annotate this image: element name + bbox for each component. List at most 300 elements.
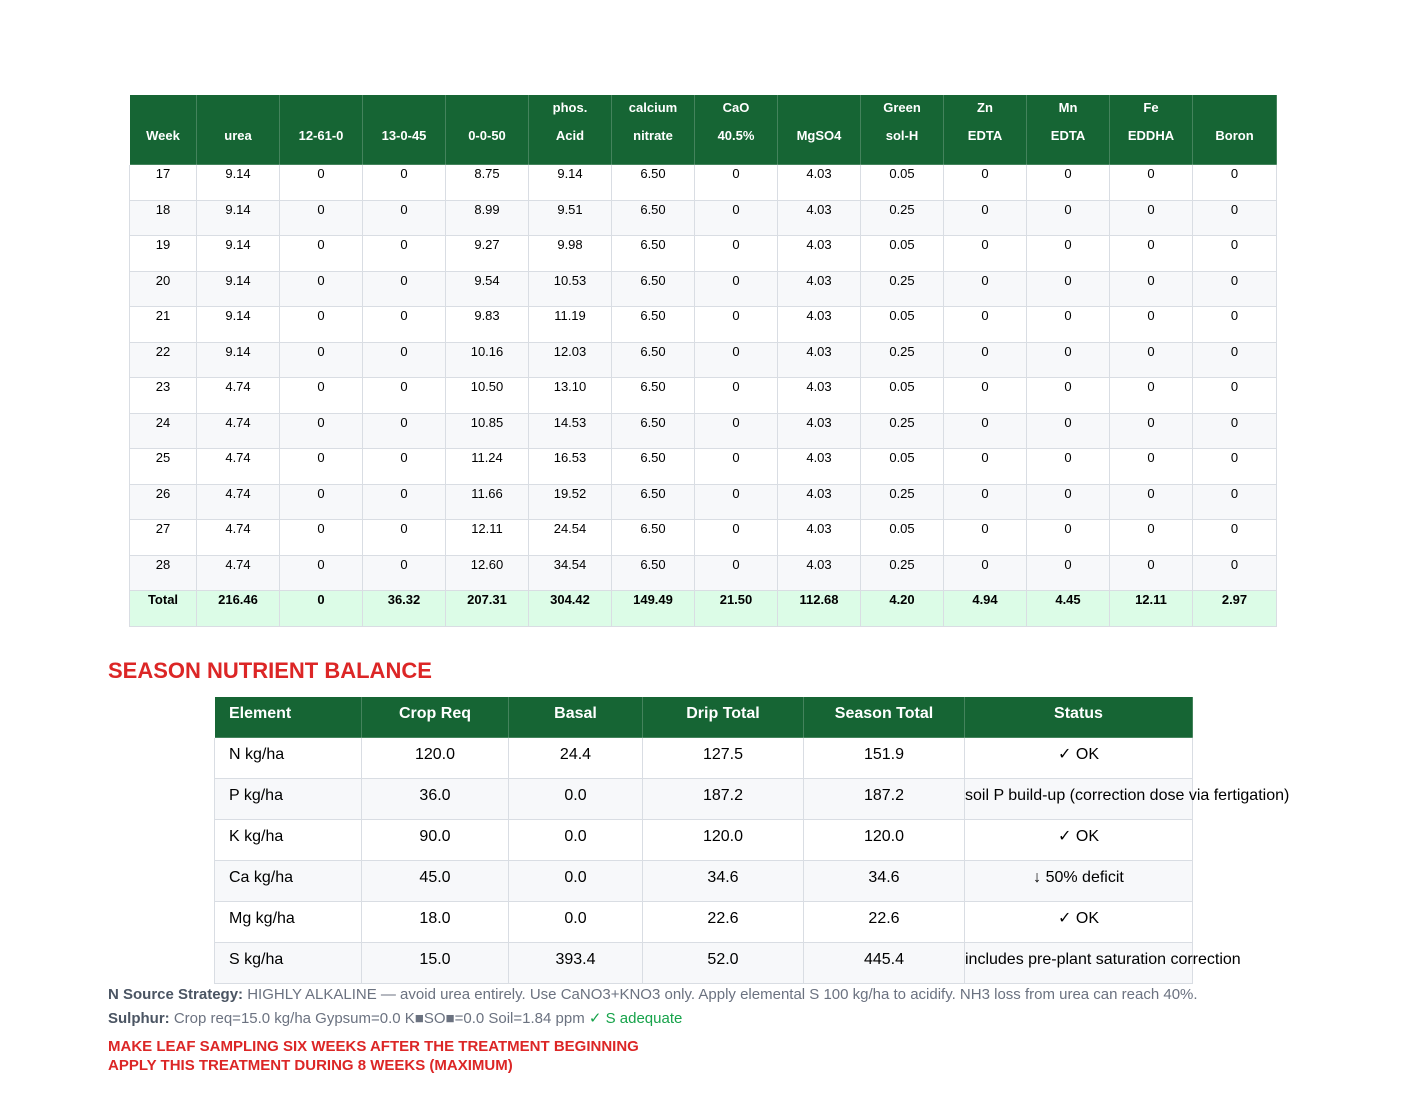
weekly-cell-value: 4.03: [806, 201, 832, 217]
balance-cell: 90.0: [362, 820, 509, 861]
weekly-header-line2: 12-61-0: [298, 128, 344, 143]
weekly-cell-value: 0.05: [889, 521, 915, 536]
weekly-cell: [1193, 378, 1277, 414]
weekly-cell-value: 24.54: [553, 521, 587, 536]
weekly-cell-value: 0: [400, 343, 408, 359]
weekly-cell: [363, 342, 446, 378]
weekly-cell: [778, 165, 861, 201]
weekly-header-line1: [130, 101, 196, 115]
weekly-cell-value: 10.16: [470, 343, 504, 359]
weekly-cell-value: 12.11: [471, 521, 503, 536]
balance-status-cell: ✓ OK: [965, 820, 1193, 861]
weekly-cell: [446, 449, 529, 485]
weekly-header-cell: [1027, 95, 1110, 165]
weekly-cell-value: 0: [1147, 379, 1155, 394]
weekly-cell-value: 0: [1147, 166, 1155, 181]
weekly-cell: [612, 378, 695, 414]
weekly-cell: [280, 520, 363, 556]
weekly-cell-value: 9.83: [474, 308, 500, 323]
weekly-cell-value: 0: [981, 521, 989, 536]
weekly-cell-value: 21: [155, 308, 171, 323]
weekly-cell: [363, 449, 446, 485]
balance-cell: P kg/ha: [215, 779, 362, 820]
balance-row: [215, 779, 1193, 820]
balance-cell: 34.6: [804, 861, 965, 902]
weekly-cell-value: 0: [400, 166, 408, 181]
weekly-cell-value: 0: [317, 379, 325, 394]
weekly-total-value: 149.49: [633, 592, 673, 607]
balance-cell: 120.0: [643, 820, 804, 861]
weekly-header-line1: [446, 101, 528, 115]
weekly-cell: [1110, 165, 1193, 201]
weekly-header-line2: sol-H: [885, 128, 919, 143]
weekly-cell: [130, 520, 197, 556]
weekly-cell: [1193, 520, 1277, 556]
balance-cell: S kg/ha: [215, 943, 362, 984]
balance-row: [215, 861, 1193, 902]
weekly-cell: [529, 307, 612, 343]
weekly-cell: [944, 342, 1027, 378]
weekly-cell-value: 0: [400, 521, 408, 536]
weekly-cell-value: 11.66: [471, 485, 503, 501]
weekly-cell-value: 11.24: [471, 450, 503, 465]
weekly-cell: [197, 342, 280, 378]
weekly-cell: [1027, 307, 1110, 343]
balance-cell: Mg kg/ha: [215, 902, 362, 943]
weekly-cell-value: 6.50: [640, 343, 666, 359]
weekly-cell-value: 0: [317, 485, 325, 501]
weekly-cell: [280, 200, 363, 236]
weekly-cell-value: 0: [981, 485, 989, 501]
weekly-cell-value: 0: [1230, 308, 1239, 323]
weekly-cell: [1110, 342, 1193, 378]
weekly-cell-value: 0.25: [889, 414, 915, 430]
weekly-cell: [1027, 271, 1110, 307]
weekly-cell: [1110, 378, 1193, 414]
weekly-cell-value: 13.10: [553, 379, 587, 394]
weekly-cell: [1193, 200, 1277, 236]
weekly-cell: [861, 307, 944, 343]
weekly-cell-value: 0: [400, 485, 408, 501]
weekly-cell-value: 0: [1230, 414, 1239, 430]
weekly-cell: [197, 378, 280, 414]
weekly-cell: [1027, 200, 1110, 236]
balance-cell: 120.0: [804, 820, 965, 861]
weekly-cell: [1193, 413, 1277, 449]
weekly-total-value: 36.32: [387, 592, 421, 607]
weekly-cell-value: 0: [732, 379, 740, 394]
weekly-cell: [130, 449, 197, 485]
weekly-cell: [529, 271, 612, 307]
weekly-row: [130, 236, 1277, 272]
weekly-cell: [130, 200, 197, 236]
balance-cell: 0.0: [509, 861, 643, 902]
balance-cell: 151.9: [804, 738, 965, 779]
weekly-cell: [130, 484, 197, 520]
weekly-cell: [861, 165, 944, 201]
weekly-header-cell: [944, 95, 1027, 165]
weekly-cell-value: 0: [1064, 237, 1072, 252]
weekly-cell: [695, 378, 778, 414]
weekly-cell: [197, 484, 280, 520]
weekly-cell-value: 26: [155, 485, 171, 501]
weekly-cell-value: 22: [155, 343, 171, 359]
weekly-cell-value: 9.14: [557, 166, 583, 181]
weekly-cell: [612, 200, 695, 236]
weekly-cell: [130, 307, 197, 343]
weekly-total-row: [130, 591, 1277, 627]
weekly-cell: [695, 413, 778, 449]
weekly-cell: [363, 165, 446, 201]
weekly-row: [130, 378, 1277, 414]
weekly-cell-value: 10.50: [470, 379, 504, 394]
weekly-total-cell: [695, 591, 778, 627]
weekly-total-value: Total: [147, 592, 179, 607]
n-source-strategy-note: [108, 986, 1198, 1004]
weekly-cell-value: 0.25: [889, 201, 915, 217]
balance-cell: 187.2: [643, 779, 804, 820]
weekly-cell: [1027, 342, 1110, 378]
weekly-cell: [529, 200, 612, 236]
weekly-cell-value: 19.52: [553, 485, 587, 501]
weekly-cell: [1193, 271, 1277, 307]
weekly-cell: [612, 165, 695, 201]
weekly-cell: [1110, 413, 1193, 449]
weekly-cell-value: 0: [317, 521, 325, 536]
weekly-cell-value: 0: [1230, 521, 1239, 536]
weekly-cell: [944, 271, 1027, 307]
weekly-header-line1: [280, 101, 362, 115]
weekly-cell: [363, 200, 446, 236]
balance-cell: 34.6: [643, 861, 804, 902]
weekly-cell: [363, 484, 446, 520]
weekly-cell: [1193, 307, 1277, 343]
weekly-cell: [130, 378, 197, 414]
weekly-cell-value: 0: [1064, 308, 1072, 323]
weekly-cell: [612, 520, 695, 556]
weekly-cell-value: 9.98: [557, 237, 583, 252]
weekly-cell-value: 25: [155, 450, 171, 465]
weekly-total-cell: [612, 591, 695, 627]
weekly-cell: [446, 555, 529, 591]
weekly-cell: [695, 236, 778, 272]
weekly-cell: [197, 236, 280, 272]
weekly-cell: [944, 165, 1027, 201]
weekly-cell-value: 19: [155, 237, 171, 252]
weekly-cell: [695, 520, 778, 556]
season-nutrient-balance-table: [214, 696, 1290, 984]
weekly-cell-value: 0: [732, 308, 740, 323]
weekly-total-value: 4.45: [1055, 592, 1081, 607]
weekly-total-value: 304.42: [550, 592, 590, 607]
weekly-cell-value: 9.14: [225, 308, 251, 323]
weekly-total-cell: [1027, 591, 1110, 627]
weekly-header-cell: [197, 95, 280, 165]
weekly-cell: [778, 271, 861, 307]
weekly-cell: [1110, 200, 1193, 236]
weekly-cell: [861, 555, 944, 591]
weekly-cell-value: 8.75: [474, 166, 500, 181]
balance-row: [215, 820, 1193, 861]
weekly-cell: [446, 378, 529, 414]
weekly-cell: [363, 520, 446, 556]
weekly-cell: [280, 342, 363, 378]
weekly-cell: [1027, 165, 1110, 201]
weekly-row: [130, 484, 1277, 520]
weekly-header-line2: 0-0-50: [468, 128, 506, 143]
weekly-cell-value: 6.50: [640, 201, 666, 217]
weekly-cell-value: 0: [1230, 450, 1239, 465]
weekly-cell-value: 0: [1230, 166, 1239, 181]
weekly-cell-value: 6.50: [640, 166, 666, 181]
balance-cell: 445.4: [804, 943, 965, 984]
weekly-cell-value: 0.05: [889, 166, 915, 181]
weekly-cell: [695, 484, 778, 520]
weekly-header-cell: [861, 95, 944, 165]
weekly-cell: [861, 449, 944, 485]
weekly-cell-value: 6.50: [640, 379, 666, 394]
weekly-cell-value: 34.54: [553, 556, 587, 572]
balance-cell: 120.0: [362, 738, 509, 779]
n-source-strategy-label: N Source Strategy:: [108, 986, 244, 1003]
weekly-total-value: 216.46: [218, 592, 258, 607]
weekly-cell: [363, 555, 446, 591]
weekly-cell-value: 0: [981, 201, 989, 217]
weekly-cell: [130, 271, 197, 307]
season-nutrient-balance-heading: SEASON NUTRIENT BALANCE: [108, 658, 432, 683]
weekly-cell-value: 6.50: [640, 521, 666, 536]
weekly-cell-value: 10.53: [553, 272, 587, 288]
balance-cell: N kg/ha: [215, 738, 362, 779]
weekly-header-line2: EDTA: [967, 128, 1003, 143]
weekly-cell: [446, 484, 529, 520]
weekly-cell-value: 0: [1064, 556, 1072, 572]
weekly-cell-value: 0: [1147, 343, 1155, 359]
weekly-cell: [363, 271, 446, 307]
weekly-cell-value: 0: [1064, 521, 1072, 536]
weekly-total-value: 207.31: [467, 592, 507, 607]
weekly-cell: [1110, 236, 1193, 272]
weekly-header-line2: Acid: [555, 128, 585, 143]
weekly-cell: [446, 165, 529, 201]
weekly-cell-value: 17: [155, 166, 171, 181]
weekly-cell-value: 0: [1230, 237, 1239, 252]
weekly-row: [130, 200, 1277, 236]
balance-cell: 22.6: [643, 902, 804, 943]
weekly-header-line2: nitrate: [633, 128, 673, 143]
weekly-cell: [529, 342, 612, 378]
n-source-strategy-text: HIGHLY ALKALINE — avoid urea entirely. Use CaNO3+KNO3 only. Apply elemental S 100 kg/ha to acidify. NH3 loss from urea can reach 40%.: [243, 986, 1198, 1003]
balance-header-cell: Element: [215, 697, 362, 738]
weekly-cell-value: 0: [981, 450, 989, 465]
weekly-cell-value: 0: [981, 166, 989, 181]
weekly-cell-value: 4.74: [225, 379, 251, 394]
balance-cell: 22.6: [804, 902, 965, 943]
weekly-cell: [944, 555, 1027, 591]
weekly-total-cell: [1193, 591, 1277, 627]
weekly-cell-value: 9.27: [474, 237, 500, 252]
weekly-cell-value: 0.25: [889, 343, 915, 359]
weekly-cell: [446, 236, 529, 272]
weekly-cell-value: 0: [732, 343, 740, 359]
weekly-cell-value: 0: [1147, 237, 1155, 252]
weekly-cell-value: 0: [732, 521, 740, 536]
weekly-cell: [695, 342, 778, 378]
balance-row: [215, 943, 1193, 984]
weekly-header-line2: EDDHA: [1127, 128, 1175, 143]
weekly-cell-value: 0: [1147, 201, 1155, 217]
weekly-cell: [612, 307, 695, 343]
weekly-cell: [695, 555, 778, 591]
weekly-header-line1: Zn: [977, 100, 993, 115]
weekly-cell-value: 0: [400, 308, 408, 323]
weekly-cell-value: 0: [1064, 272, 1072, 288]
weekly-cell: [1193, 449, 1277, 485]
weekly-cell: [529, 378, 612, 414]
weekly-cell-value: 0: [1064, 379, 1072, 394]
weekly-row: [130, 555, 1277, 591]
weekly-cell-value: 0: [732, 272, 740, 288]
weekly-cell: [130, 342, 197, 378]
weekly-cell: [197, 520, 280, 556]
balance-status-cell: soil P build-up (correction dose via fertigation): [965, 779, 1193, 820]
balance-cell: 0.0: [509, 902, 643, 943]
weekly-row: [130, 520, 1277, 556]
weekly-cell-value: 0: [1147, 485, 1155, 501]
weekly-header-cell: [130, 95, 197, 165]
weekly-cell: [197, 165, 280, 201]
balance-status-cell: includes pre-plant saturation correction: [965, 943, 1193, 984]
weekly-row: [130, 307, 1277, 343]
weekly-cell-value: 0: [317, 308, 325, 323]
weekly-cell: [363, 307, 446, 343]
weekly-cell-value: 0: [317, 414, 325, 430]
weekly-cell: [778, 236, 861, 272]
weekly-cell: [778, 413, 861, 449]
weekly-cell-value: 4.03: [806, 308, 832, 323]
weekly-cell: [1193, 165, 1277, 201]
weekly-cell-value: 14.53: [553, 414, 587, 430]
weekly-header-line2: MgSO4: [796, 128, 842, 143]
weekly-cell-value: 0: [732, 237, 740, 252]
weekly-cell-value: 4.74: [225, 450, 251, 465]
weekly-header-cell: [1193, 95, 1277, 165]
balance-cell: 52.0: [643, 943, 804, 984]
weekly-cell-value: 12.60: [470, 556, 504, 572]
weekly-cell: [363, 236, 446, 272]
weekly-cell-value: 9.14: [225, 272, 251, 288]
weekly-cell: [446, 200, 529, 236]
weekly-cell-value: 0: [1064, 343, 1072, 359]
weekly-cell-value: 0.25: [889, 272, 915, 288]
weekly-cell: [612, 236, 695, 272]
weekly-cell-value: 0.25: [889, 556, 915, 572]
weekly-cell-value: 6.50: [640, 485, 666, 501]
weekly-header-line1: [197, 101, 279, 115]
balance-status-cell: ✓ OK: [965, 902, 1193, 943]
weekly-cell-value: 0: [732, 485, 740, 501]
weekly-row: [130, 342, 1277, 378]
weekly-cell-value: 4.03: [806, 166, 832, 181]
weekly-cell-value: 0: [317, 450, 325, 465]
weekly-cell-value: 0: [317, 272, 325, 288]
weekly-cell: [197, 307, 280, 343]
weekly-cell: [446, 413, 529, 449]
weekly-cell-value: 0: [732, 166, 740, 181]
weekly-cell: [1193, 342, 1277, 378]
weekly-cell: [1027, 413, 1110, 449]
weekly-row: [130, 449, 1277, 485]
weekly-cell: [529, 413, 612, 449]
weekly-cell-value: 0.05: [889, 308, 915, 323]
weekly-cell-value: 6.50: [640, 414, 666, 430]
weekly-cell: [612, 449, 695, 485]
weekly-cell-value: 4.74: [225, 485, 251, 501]
weekly-cell-value: 0.05: [889, 379, 915, 394]
weekly-header-cell: [695, 95, 778, 165]
weekly-cell-value: 0: [1064, 414, 1072, 430]
weekly-cell-value: 0: [732, 556, 740, 572]
weekly-cell-value: 0: [1147, 556, 1155, 572]
weekly-cell-value: 0: [1147, 450, 1155, 465]
weekly-cell: [197, 200, 280, 236]
weekly-cell-value: 0: [400, 414, 408, 430]
weekly-cell: [1193, 484, 1277, 520]
weekly-cell-value: 4.03: [806, 556, 832, 572]
weekly-cell: [944, 307, 1027, 343]
weekly-cell-value: 0: [981, 343, 989, 359]
weekly-cell: [529, 449, 612, 485]
balance-cell: 393.4: [509, 943, 643, 984]
weekly-header-cell: [280, 95, 363, 165]
weekly-cell-value: 9.14: [225, 201, 251, 217]
weekly-cell: [861, 484, 944, 520]
weekly-cell-value: 0: [1230, 485, 1239, 501]
weekly-table-header-row: [130, 95, 1277, 165]
weekly-header-cell: [1110, 95, 1193, 165]
weekly-cell: [695, 271, 778, 307]
balance-row: [215, 738, 1193, 779]
balance-header-cell: Basal: [509, 697, 643, 738]
weekly-header-line1: [778, 101, 860, 115]
weekly-cell: [944, 413, 1027, 449]
weekly-cell-value: 0.25: [889, 485, 915, 501]
weekly-header-line2: 40.5%: [717, 128, 755, 143]
balance-row: [215, 902, 1193, 943]
weekly-cell-value: 4.03: [806, 521, 832, 536]
weekly-cell: [529, 165, 612, 201]
weekly-cell-value: 0: [981, 414, 989, 430]
weekly-total-value: 2.97: [1221, 592, 1248, 607]
leaf-sampling-warning: MAKE LEAF SAMPLING SIX WEEKS AFTER THE TREATMENT BEGINNING: [108, 1038, 639, 1055]
weekly-cell: [944, 378, 1027, 414]
balance-cell: 0.0: [509, 820, 643, 861]
weekly-cell-value: 0: [400, 201, 408, 217]
sulphur-status: ✓ S adequate: [588, 1010, 683, 1027]
weekly-cell-value: 0: [1230, 201, 1239, 217]
weekly-cell: [280, 413, 363, 449]
weekly-cell: [861, 413, 944, 449]
weekly-header-line1: Mn: [1058, 100, 1078, 115]
weekly-total-cell: [529, 591, 612, 627]
weekly-cell: [612, 271, 695, 307]
weekly-cell: [778, 555, 861, 591]
weekly-cell: [280, 271, 363, 307]
weekly-cell: [944, 449, 1027, 485]
weekly-cell-value: 4.03: [806, 485, 832, 501]
weekly-cell-value: 4.74: [225, 414, 251, 430]
weekly-cell-value: 0: [981, 272, 989, 288]
